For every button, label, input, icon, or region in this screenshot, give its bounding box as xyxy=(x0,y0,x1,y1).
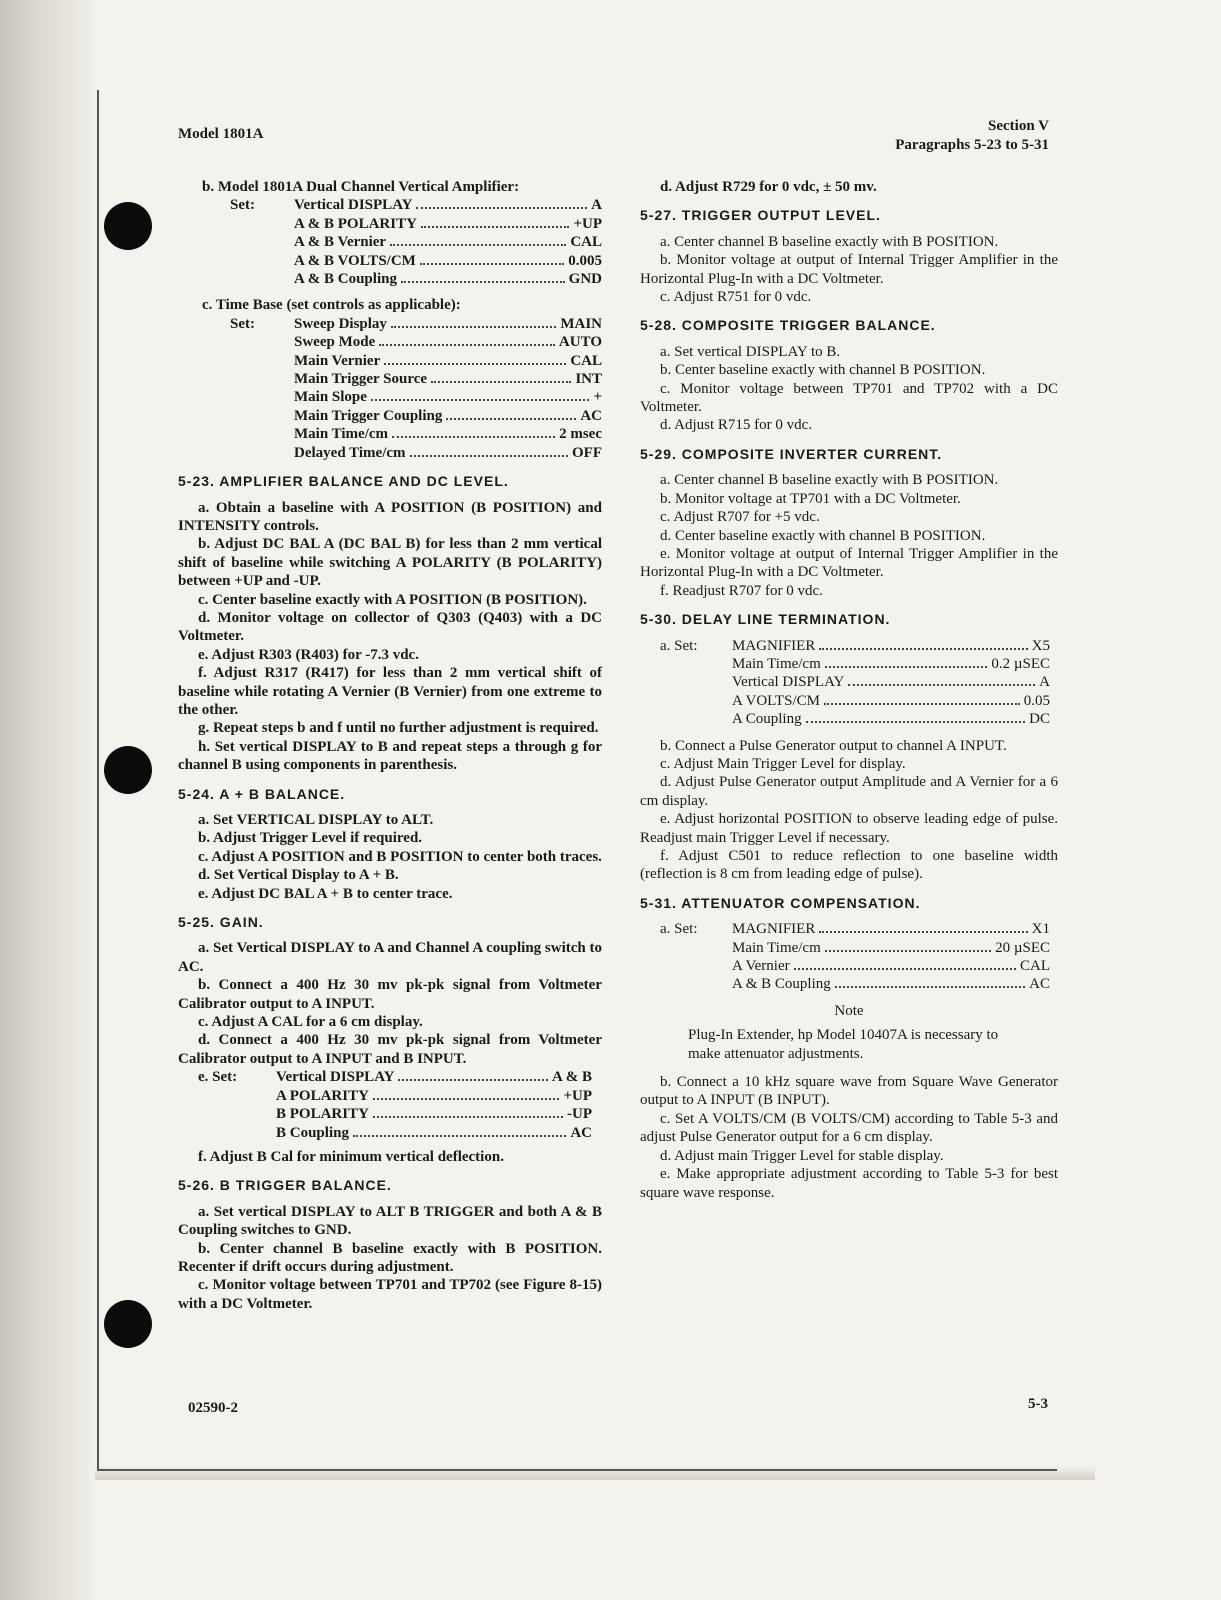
step-text: a. Set vertical DISPLAY to B. xyxy=(660,343,841,360)
setting-value: 20 µSEC xyxy=(995,939,1050,956)
step-text: c. Monitor voltage between TP701 and TP702 with a DC Voltmeter. xyxy=(640,380,1058,416)
setting-line xyxy=(732,710,1050,728)
s531-settings-rest xyxy=(640,939,1058,994)
b-settings-list xyxy=(202,196,602,288)
header-section: Section V xyxy=(988,118,1049,134)
step-text: c. Center baseline exactly with A POSITION (B POSITION). xyxy=(198,591,587,608)
section-heading-5-28: 5-28. COMPOSITE TRIGGER BALANCE. xyxy=(640,317,936,334)
step-text: d. Adjust Pulse Generator output Amplitude and A Vernier for a 6 cm display. xyxy=(640,774,1058,809)
b-set-prefix: Set: xyxy=(230,197,255,214)
setting-line xyxy=(732,920,1050,938)
setting-line xyxy=(294,388,602,406)
step-text: a. Set vertical DISPLAY to ALT B TRIGGER and both A & B Coupling switches to GND. xyxy=(178,1203,602,1239)
c-settings-list xyxy=(202,315,602,462)
binder-hole-3 xyxy=(104,1300,152,1348)
setting-value: AC xyxy=(580,407,602,424)
step-text: g. Repeat steps b and f until no further adjustment is required. xyxy=(198,720,599,737)
step-text: c. Adjust A POSITION and B POSITION to center both traces. xyxy=(198,848,602,865)
setting-line xyxy=(732,975,1050,993)
step-text: b. Adjust Trigger Level if required. xyxy=(198,830,423,847)
setting-label: Vertical DISPLAY xyxy=(294,197,413,214)
b-intro: b. Model 1801A Dual Channel Vertical Amplifier: xyxy=(202,179,520,195)
s530-settings-row xyxy=(640,637,1058,655)
step-text: a. Center channel B baseline exactly with B POSITION. xyxy=(660,472,999,489)
setting-label: Main Trigger Source xyxy=(294,371,428,388)
setting-label: A & B VOLTS/CM xyxy=(294,252,416,269)
step-text: d. Set Vertical Display to A + B. xyxy=(198,867,399,884)
step-text: f. Adjust C501 to reduce reflection to one baseline width (reflection is 8 cm from leading edge of pulse). xyxy=(640,848,1058,883)
s531-settings-row xyxy=(640,920,1058,938)
setting-line xyxy=(732,939,1050,957)
setting-line xyxy=(732,692,1050,710)
setting-label: Main Time/cm xyxy=(732,939,821,956)
header-model: Model 1801A xyxy=(178,126,264,142)
step-text: d. Monitor voltage on collector of Q303 (Q403) with a DC Voltmeter. xyxy=(178,609,602,645)
step-text: e. Make appropriate adjustment according to Table 5-3 for best square wave response. xyxy=(640,1166,1058,1201)
setting-label: A Coupling xyxy=(732,711,802,728)
section-heading-5-25: 5-25. GAIN. xyxy=(178,914,264,931)
setting-line xyxy=(294,370,602,388)
setting-line xyxy=(294,333,602,351)
setting-label: Main Time/cm xyxy=(294,426,389,443)
setting-line xyxy=(294,315,602,333)
section-heading-5-23: 5-23. AMPLIFIER BALANCE AND DC LEVEL. xyxy=(178,473,509,490)
header-paragraphs: Paragraphs 5-23 to 5-31 xyxy=(895,137,1049,153)
setting-value: +UP xyxy=(563,1087,592,1104)
step-text: c. Adjust R707 for +5 vdc. xyxy=(660,509,820,526)
c-intro: c. Time Base (set controls as applicable): xyxy=(202,297,461,314)
step-text: a. Obtain a baseline with A POSITION (B POSITION) and INTENSITY controls. xyxy=(178,499,602,534)
amp-settings-block xyxy=(178,178,602,462)
e-set-prefix: e. Set: xyxy=(198,1069,238,1086)
b-setting-row xyxy=(230,196,602,214)
setting-label: Main Vernier xyxy=(294,352,381,369)
setting-line xyxy=(276,1124,592,1142)
setting-label: Vertical DISPLAY xyxy=(276,1069,395,1086)
step-text: b. Monitor voltage at TP701 with a DC Voltmeter. xyxy=(660,490,961,507)
footer-page-number: 5-3 xyxy=(1028,1396,1048,1412)
setting-value: CAL xyxy=(1020,958,1050,975)
section-heading-5-29: 5-29. COMPOSITE INVERTER CURRENT. xyxy=(640,445,943,462)
setting-value: OFF xyxy=(572,444,602,461)
setting-line xyxy=(294,407,602,425)
step-text: a. Center channel B baseline exactly with B POSITION. xyxy=(660,233,999,250)
note-body: Plug-In Extender, hp Model 10407A is necessary to make attenuator adjustments. xyxy=(688,1027,999,1062)
setting-value: A xyxy=(591,197,602,214)
step-text: d. Center baseline exactly with channel B POSITION. xyxy=(660,527,986,544)
setting-value: AUTO xyxy=(558,334,602,351)
setting-line xyxy=(294,425,602,443)
e-settings-rest xyxy=(178,1087,602,1142)
step-text: e. Monitor voltage at output of Internal Trigger Amplifier in the Horizontal Plug-In with a DC Voltmeter. xyxy=(640,545,1058,581)
step-text: a. Set VERTICAL DISPLAY to ALT. xyxy=(198,812,434,828)
setting-value: CAL xyxy=(570,234,602,251)
setting-value: AC xyxy=(1029,976,1050,993)
setting-label: B POLARITY xyxy=(276,1106,369,1123)
c-settings-rest xyxy=(230,333,602,462)
section-heading-5-27: 5-27. TRIGGER OUTPUT LEVEL. xyxy=(640,207,881,224)
setting-line xyxy=(732,655,1050,673)
left-column xyxy=(178,178,602,1313)
binder-hole-1 xyxy=(104,202,152,250)
setting-value: CAL xyxy=(570,352,602,369)
setting-label: Main Trigger Coupling xyxy=(294,407,443,424)
setting-line xyxy=(294,252,602,270)
setting-label: B Coupling xyxy=(276,1124,349,1141)
setting-line xyxy=(294,215,602,233)
s530-set-prefix: a. Set: xyxy=(660,637,698,654)
page-border-bottom xyxy=(97,1469,1057,1471)
page-border-left xyxy=(97,90,99,1470)
c-set-prefix: Set: xyxy=(230,315,255,332)
step-text: c. Adjust A CAL for a 6 cm display. xyxy=(198,1014,423,1031)
setting-line xyxy=(276,1087,592,1105)
right-column xyxy=(640,178,1058,1202)
setting-value: A xyxy=(1039,674,1050,691)
setting-line xyxy=(294,233,602,251)
s531-set-prefix: a. Set: xyxy=(660,921,698,938)
section-heading-5-31: 5-31. ATTENUATOR COMPENSATION. xyxy=(640,894,921,911)
section-heading-5-30: 5-30. DELAY LINE TERMINATION. xyxy=(640,611,891,628)
section-heading-5-26: 5-26. B TRIGGER BALANCE. xyxy=(178,1177,392,1194)
setting-label: Delayed Time/cm xyxy=(294,444,406,461)
setting-label: Main Slope xyxy=(294,389,367,406)
s530-settings-rest xyxy=(640,655,1058,729)
setting-value: 2 msec xyxy=(559,426,602,443)
setting-line xyxy=(294,270,602,288)
step-text: c. Monitor voltage between TP701 and TP702 (see Figure 8-15) with a DC Voltmeter. xyxy=(178,1277,602,1312)
setting-value: +UP xyxy=(573,215,602,232)
step-text: h. Set vertical DISPLAY to B and repeat steps a through g for channel B using components in parenthesis. xyxy=(178,738,602,774)
setting-label: A & B Coupling xyxy=(294,271,397,288)
setting-label: Vertical DISPLAY xyxy=(732,674,845,691)
setting-label: A & B Vernier xyxy=(294,234,387,251)
step-text: c. Adjust Main Trigger Level for display. xyxy=(660,755,906,772)
setting-label: A & B Coupling xyxy=(732,976,831,993)
e-settings-row xyxy=(178,1068,602,1086)
footer-doc-number: 02590-2 xyxy=(188,1400,238,1416)
setting-value: INT xyxy=(575,371,602,388)
setting-value: DC xyxy=(1029,711,1050,728)
setting-value: + xyxy=(593,389,602,406)
setting-value: A & B xyxy=(551,1069,592,1086)
setting-value: MAIN xyxy=(560,315,602,332)
step-text: a. Set Vertical DISPLAY to A and Channel A coupling switch to AC. xyxy=(178,940,602,975)
setting-value: 0.005 xyxy=(568,252,602,269)
scan-edge-left xyxy=(0,0,100,1600)
setting-value: GND xyxy=(568,271,602,288)
step-text: f. Readjust R707 for 0 vdc. xyxy=(660,582,823,599)
setting-label: MAGNIFIER xyxy=(732,637,816,654)
setting-line xyxy=(276,1068,592,1086)
step-text: b. Connect a 10 kHz square wave from Square Wave Generator output to A INPUT (B INPUT). xyxy=(640,1074,1058,1109)
step-text: c. Adjust R751 for 0 vdc. xyxy=(660,289,812,306)
c-setting-row xyxy=(230,315,602,333)
step-text: b. Adjust DC BAL A (DC BAL B) for less than 2 mm vertical shift of baseline while switching A POLARITY (B POLARITY) between +UP and -UP. xyxy=(178,536,602,590)
step-text: f. Adjust R317 (R417) for less than 2 mm vertical shift of baseline while rotating A Vernier (B Vernier) from one extreme to the other. xyxy=(178,665,602,718)
step-text: e. Adjust R303 (R403) for -7.3 vdc. xyxy=(198,646,419,663)
setting-value: 0.05 xyxy=(1023,692,1050,709)
step-text: f. Adjust B Cal for minimum vertical deflection. xyxy=(198,1148,504,1165)
setting-label: A & B POLARITY xyxy=(294,215,417,232)
note-title: Note xyxy=(834,1002,864,1019)
step-text: b. Connect a Pulse Generator output to channel A INPUT. xyxy=(660,737,1007,754)
setting-line xyxy=(732,673,1050,691)
step-text: e. Adjust DC BAL A + B to center trace. xyxy=(198,885,453,902)
setting-label: Sweep Display xyxy=(294,315,387,332)
setting-value: 0.2 µSEC xyxy=(991,655,1050,672)
setting-line xyxy=(294,196,602,214)
setting-label: Sweep Mode xyxy=(294,334,376,351)
setting-line xyxy=(276,1105,592,1123)
setting-value: X1 xyxy=(1031,921,1050,938)
step-text: b. Center channel B baseline exactly with B POSITION. Recenter if drift occurs during adjustment. xyxy=(178,1240,602,1275)
step-text: d. Adjust R715 for 0 vdc. xyxy=(660,417,813,434)
setting-line xyxy=(732,637,1050,655)
setting-line xyxy=(732,957,1050,975)
setting-line xyxy=(294,352,602,370)
setting-line xyxy=(294,444,602,462)
step-text: b. Monitor voltage at output of Internal Trigger Amplifier in the Horizontal Plug-In with a DC Voltmeter. xyxy=(640,252,1058,287)
setting-label: A POLARITY xyxy=(276,1087,369,1104)
step-text: d. Adjust R729 for 0 vdc, ± 50 mv. xyxy=(660,179,877,195)
binder-hole-2 xyxy=(104,746,152,794)
setting-label: Main Time/cm xyxy=(732,655,821,672)
setting-label: A Vernier xyxy=(732,958,790,975)
setting-value: AC xyxy=(570,1124,592,1141)
setting-label: A VOLTS/CM xyxy=(732,692,820,709)
section-heading-5-24: 5-24. A + B BALANCE. xyxy=(178,785,346,802)
b-settings-rest xyxy=(230,215,602,289)
step-text: c. Set A VOLTS/CM (B VOLTS/CM) according to Table 5-3 and adjust Pulse Generator output for a 6 cm display. xyxy=(640,1110,1058,1146)
setting-value: -UP xyxy=(567,1106,592,1123)
step-text: e. Adjust horizontal POSITION to observe leading edge of pulse. Readjust main Trigger Level if necessary. xyxy=(640,811,1058,846)
step-text: d. Adjust main Trigger Level for stable display. xyxy=(660,1147,944,1164)
step-text: b. Center baseline exactly with channel B POSITION. xyxy=(660,362,986,379)
setting-value: X5 xyxy=(1031,637,1050,654)
step-text: b. Connect a 400 Hz 30 mv pk-pk signal from Voltmeter Calibrator output to A INPUT. xyxy=(178,977,602,1012)
step-text: d. Connect a 400 Hz 30 mv pk-pk signal from Voltmeter Calibrator output to A INPUT and B INPUT. xyxy=(178,1032,602,1067)
header-section-block xyxy=(895,117,1049,155)
setting-label: MAGNIFIER xyxy=(732,921,816,938)
